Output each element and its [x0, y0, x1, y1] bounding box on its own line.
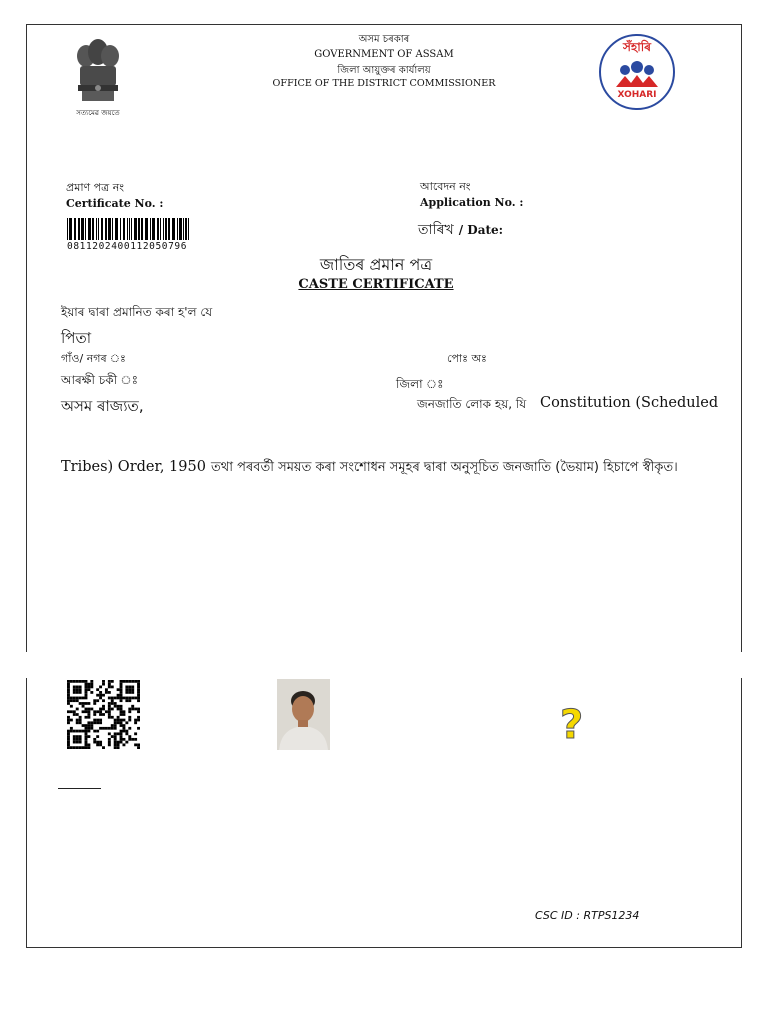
post-office-label: পোঃ অঃ — [447, 352, 487, 365]
constitution-text: Constitution (Scheduled — [540, 395, 719, 411]
order-text-en: Tribes) Order, 1950 — [61, 459, 206, 475]
barcode-number: 0811202400112050796 — [67, 241, 188, 252]
date-label-bn: তাৰিখ — [418, 222, 454, 238]
order-text-bn: তথা পৰবৰ্তী সময়ত কৰা সংশোধন সমূহৰ দ্বাৰা অনুসূচিত জনজাতি (ভৈয়াম) হিচাপে স্বীকৃত। — [211, 460, 678, 475]
application-no-label: Application No. : — [420, 196, 524, 209]
title-en: CASTE CERTIFICATE — [298, 277, 454, 292]
header-government: GOVERNMENT OF ASSAM — [314, 49, 454, 60]
father-label: পিতা — [61, 329, 92, 347]
barcode-icon — [67, 218, 192, 240]
state-label: অসম ৰাজ্যত, — [61, 397, 144, 415]
police-station-label: আৰক্ষী চকী ঃ — [61, 373, 138, 387]
signature-placeholder-icon: ? — [560, 702, 584, 748]
title-bn: জাতিৰ প্ৰমান পত্ৰ — [319, 255, 433, 274]
xohari-logo-en: XOHARI — [617, 90, 657, 100]
csc-id: CSC ID : RTPS1234 — [535, 909, 640, 922]
date-label-en: / Date: — [458, 223, 504, 237]
certificate-no-label: Certificate No. : — [66, 197, 164, 210]
emblem-motto: সত্যমেৱ জয়তে — [76, 109, 120, 117]
header-office: OFFICE OF THE DISTRICT COMMISSIONER — [272, 78, 496, 89]
signature-line — [58, 788, 101, 789]
application-no-label-bn: আবেদন নং — [420, 180, 471, 193]
xohari-logo-bn: সঁহাৰি — [623, 40, 651, 54]
qr-code-icon — [67, 680, 140, 749]
ashoka-emblem-icon — [66, 38, 130, 120]
certificate-border-top — [26, 24, 742, 652]
certificate-no-label-bn: প্ৰমাণ পত্ৰ নং — [66, 181, 125, 194]
tribe-text: জনজাতি লোক হয়, যি — [417, 397, 527, 411]
applicant-photo-icon — [277, 679, 330, 750]
header-line-3: জিলা আয়ুক্তৰ কাৰ্যালয় — [337, 65, 431, 76]
header-line-1: অসম চৰকাৰ — [358, 34, 410, 45]
district-label: জিলা ঃ — [396, 377, 444, 391]
xohari-logo — [598, 33, 676, 111]
village-label: গাঁও/ নগৰ ঃ — [61, 352, 126, 365]
certify-line: ইয়াৰ দ্বাৰা প্ৰমানিত কৰা হ'ল যে — [61, 305, 213, 319]
date-label — [418, 218, 503, 242]
order-line — [61, 456, 678, 479]
